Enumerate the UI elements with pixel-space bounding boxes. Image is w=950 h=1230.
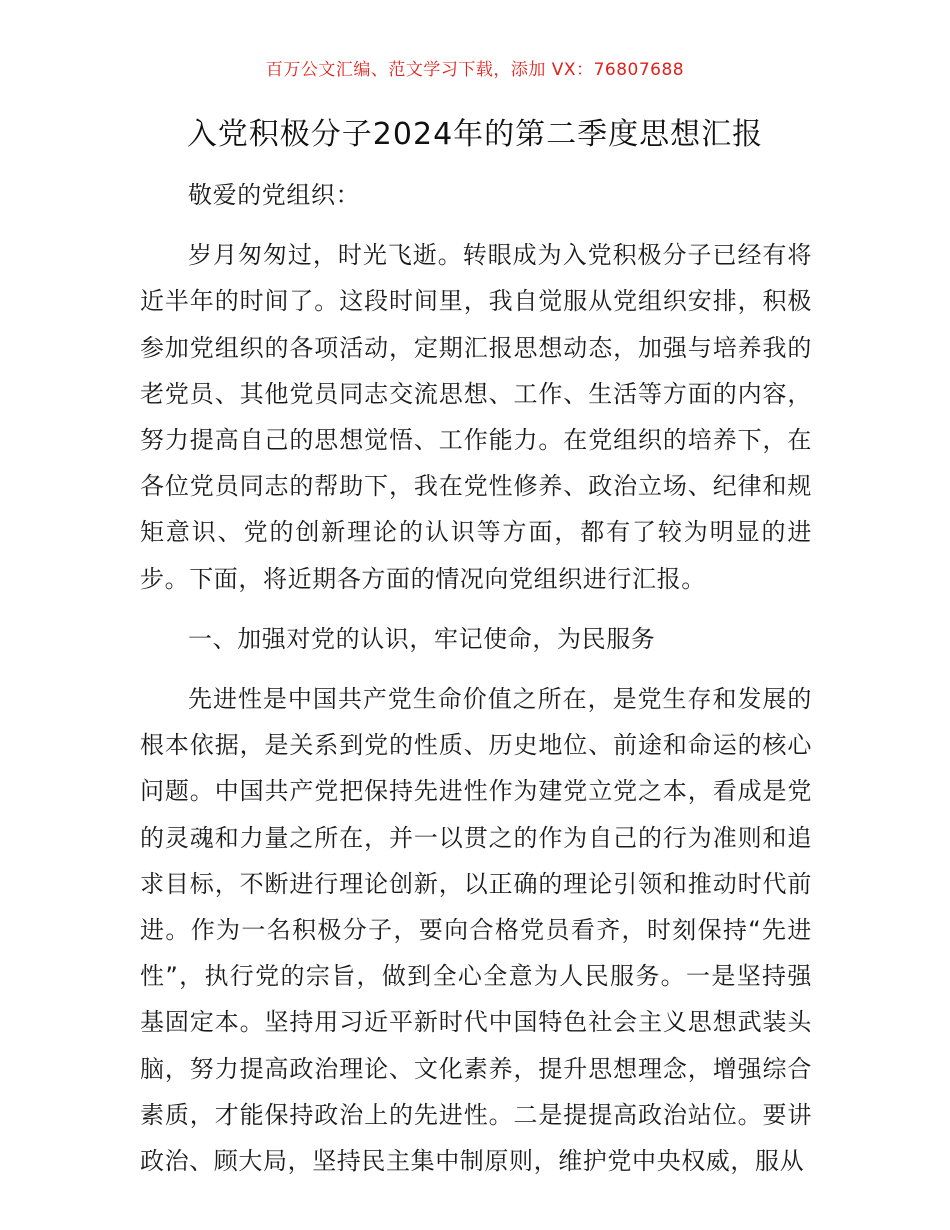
section-paragraph: 先进性是中国共产党生命价值之所在，是党生存和发展的根本依据，是关系到党的性质、历史地位、前途和命运的核心问题。中国共产党把保持先进性作为建党立党之本，看成是党的灵魂和力量之所在，并一以贯之的作为自己的行为准则和追求目标，不断进行理论创新，以正确的理论引领和推动时代前进。作为一名积极分子，要向合格党员看齐，时刻保持“先进性”，执行党的宗旨，做到全心全意为人民服务。一是坚持强基固定本。坚持用习近平新时代中国特色社会主义思想武装头脑，努力提高政治理论、文化素养，提升思想理念，增强综合素质，才能保持政治上的先进性。二是提提高政治站位。要讲政治、顾大局，坚持民主集中制原则，维护党中央权威，服从 [140,685,812,1176]
document-body [140,172,812,1198]
section-heading: 一、加强对党的认识，牢记使命，为民服务 [188,624,656,653]
salutation: 敬爱的党组织： [188,181,361,209]
header-promo-note: 百万公文汇编、范文学习下载，添加 VX：76807688 [265,60,685,80]
document-title: 入党积极分子2024年的第二季度思想汇报 [186,117,764,152]
intro-paragraph: 岁月匆匆过，时光飞逝。转眼成为入党积极分子已经有将近半年的时间了。这段时间里，我自觉服从党组织安排，积极参加党组织的各项活动，定期汇报思想动态，加强与培养我的老党员、其他党员同志交流思想、工作、生活等方面的内容，努力提高自己的思想觉悟、工作能力。在党组织的培养下，在各位党员同志的帮助下，我在党性修养、政治立场、纪律和规矩意识、党的创新理论的认识等方面，都有了较为明显的进步。下面，将近期各方面的情况向党组织进行汇报。 [140,241,812,593]
